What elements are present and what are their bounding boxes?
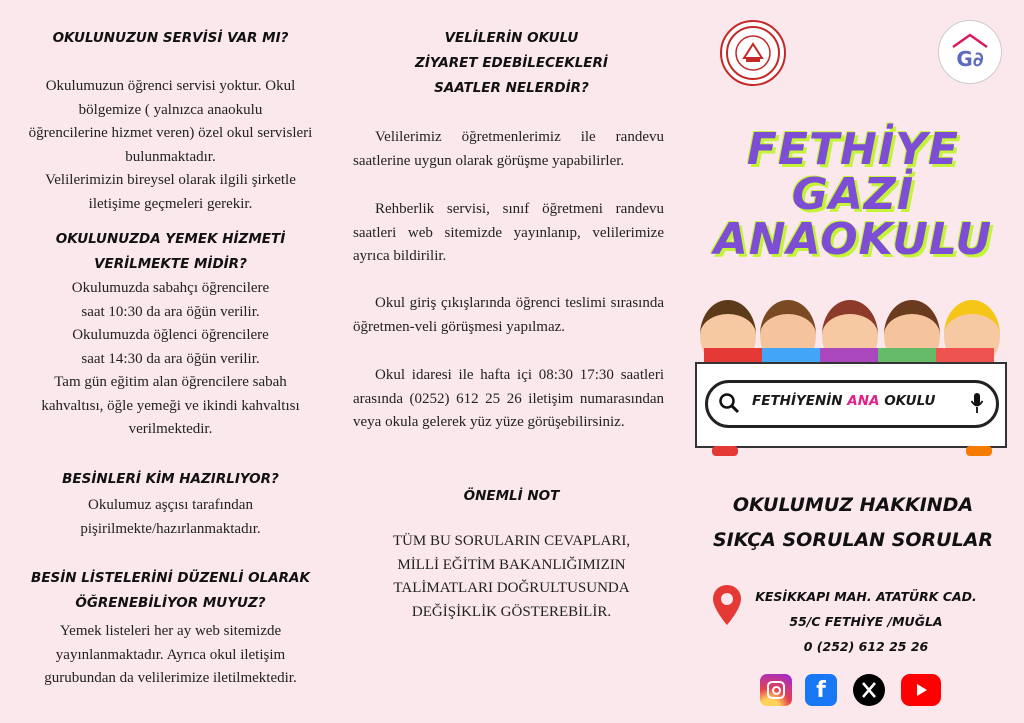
school-title: FETHİYE GAZİ ANAOKULU (713, 124, 993, 265)
svg-text:G∂: G∂ (956, 47, 984, 71)
search-icon (718, 392, 740, 414)
faq-heading: OKULUMUZ HAKKINDA SIKÇA SORULAN SORULAR (712, 494, 994, 551)
facebook-icon[interactable]: f (805, 674, 837, 706)
question-food-prep: BESİNLERİ KİM HAZIRLIYOR? (62, 471, 279, 487)
question-school-bus: OKULUNUZUN SERVİSİ VAR MI? (52, 30, 289, 46)
microphone-icon (970, 392, 984, 414)
sign-board (695, 362, 1007, 448)
instagram-icon[interactable] (760, 674, 792, 706)
answer-food-prep: Okulumuz aşçısı tarafından pişirilmekte/hazırlanmaktadır. (80, 497, 261, 537)
faq-column-1 (0, 0, 341, 723)
answer-meal-service: Okulumuzda sabahçı öğrencilere saat 10:30 da ara öğün verilir. Okulumuzda öğlenci öğrencilere saat 14:30 da ara öğün verilir. Tam gün eğitim alan öğrencilere sabah kahvaltısı, öğle yemeği ve ikindi kahvaltısı verilmektedir. (41, 280, 300, 437)
search-text: FETHİYENİN ANA OKULU (752, 393, 936, 409)
answer-school-bus: Okulumuzun öğrenci servisi yoktur. Okul bölgemize ( yalnızca anaokulu öğrencilerine hizmet veren) özel okul servisleri bulunmaktadır. Velilerimizin bireysel olarak ilgili şirketle iletişime geçmeleri gerekir. (28, 78, 313, 212)
youtube-icon[interactable] (901, 674, 941, 706)
faq-column-2 (341, 0, 682, 723)
meb-seal-icon (720, 20, 786, 86)
paragraph-entry-exit: Okul giriş çıkışlarında öğrenci teslimi sırasında öğretmen-veli görüşmesi yapılmaz. (353, 295, 664, 335)
search-bar (705, 380, 999, 428)
address-block: KESİKKAPI MAH. ATATÜRK CAD. 55/C FETHİYE /MUĞLA 0 (252) 612 25 26 (755, 589, 977, 654)
school-logo-icon (938, 20, 1002, 84)
question-food-list: BESİN LİSTELERİNİ DÜZENLİ OLARAK ÖĞRENEBİLİYOR MUYUZ? (31, 570, 310, 611)
paragraph-contact: Okul idaresi ile hafta içi 08:30 17:30 saatleri arasında (0252) 612 25 26 iletişim numarasından veya okula gelerek yüz yüze görüşebilirsiniz. (353, 367, 664, 430)
x-icon[interactable] (853, 674, 885, 706)
question-meal-service: OKULUNUZDA YEMEK HİZMETİ VERİLMEKTE MİDİR? (55, 231, 286, 272)
important-note-title: ÖNEMLİ NOT (463, 488, 560, 504)
answer-food-list: Yemek listeleri her ay web sitemizde yayınlanmaktadır. Ayrıca okul iletişim gurubundan da velilerimize iletilmektedir. (44, 623, 297, 686)
paragraph-guidance: Rehberlik servisi, sınıf öğretmeni randevu saatleri web sitemizde yayınlanıp, velilerimize ayrıca bildirilir. (353, 201, 664, 264)
paragraph-appointment: Velilerimiz öğretmenlerimiz ile randevu saatlerine uygun olarak görüşme yapabilirler. (353, 129, 664, 169)
question-visit-hours: VELİLERİN OKULU ZİYARET EDEBİLECEKLERİ SAATLER NELERDİR? (415, 30, 608, 96)
important-note-text: TÜM BU SORULARIN CEVAPLARI, MİLLİ EĞİTİM BAKANLIĞIMIZIN TALİMATLARI DOĞRULTUSUNDA DEĞİŞİKLİK GÖSTEREBİLİR. (392, 533, 631, 620)
cover-column (682, 0, 1024, 723)
